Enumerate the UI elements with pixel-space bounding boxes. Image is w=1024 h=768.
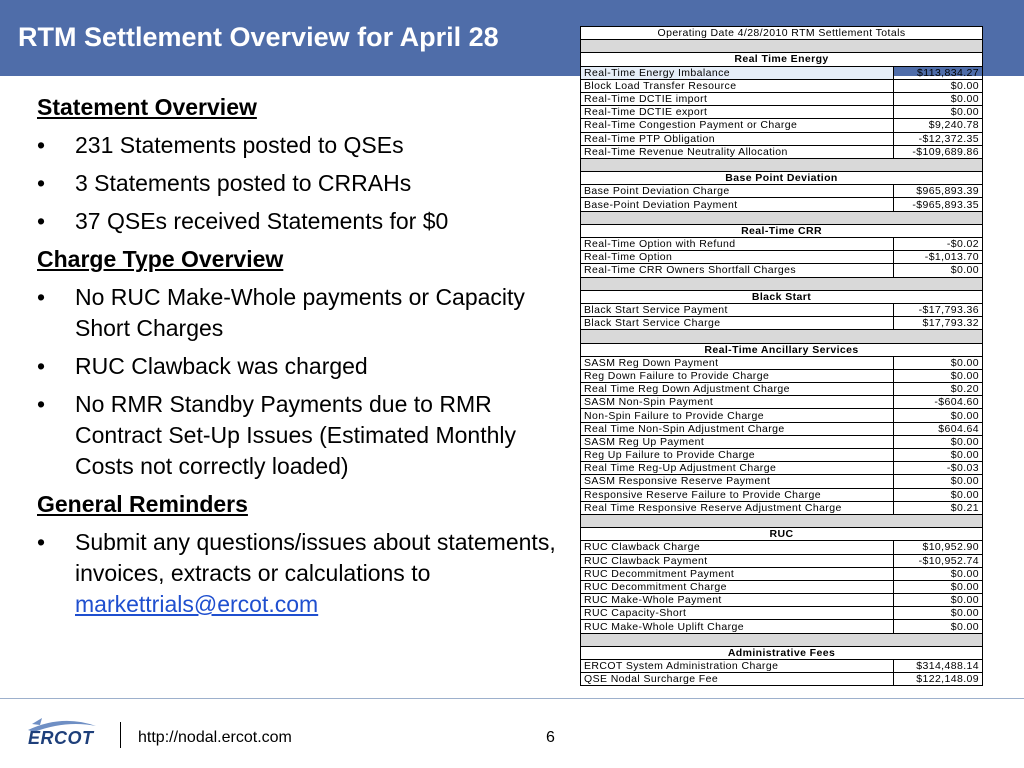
charge-amount: $0.00 xyxy=(894,488,983,501)
table-row xyxy=(581,356,983,369)
charge-type-label: Real-Time Option xyxy=(581,251,894,264)
charge-type-label: RUC Clawback Payment xyxy=(581,554,894,567)
section-label: Real-Time CRR xyxy=(581,224,983,237)
spacer-cell xyxy=(581,158,983,171)
charge-amount: $0.00 xyxy=(894,106,983,119)
charge-type-label: Real Time Non-Spin Adjustment Charge xyxy=(581,422,894,435)
charge-amount: $0.00 xyxy=(894,607,983,620)
table-spacer-row xyxy=(581,277,983,290)
statement-overview-list xyxy=(37,130,567,237)
bullet-item: • 3 Statements posted to CRRAHs xyxy=(37,168,567,199)
charge-type-label: Real-Time Congestion Payment or Charge xyxy=(581,119,894,132)
table-row xyxy=(581,422,983,435)
charge-amount: $0.20 xyxy=(894,383,983,396)
charge-type-label: RUC Clawback Charge xyxy=(581,541,894,554)
spacer-cell xyxy=(581,40,983,53)
charge-type-label: Real Time Reg-Up Adjustment Charge xyxy=(581,462,894,475)
spacer-cell xyxy=(581,330,983,343)
charge-type-label: RUC Make-Whole Payment xyxy=(581,594,894,607)
charge-type-label: Reg Up Failure to Provide Charge xyxy=(581,449,894,462)
charge-amount: $0.00 xyxy=(894,409,983,422)
table-row xyxy=(581,620,983,633)
table-spacer-row xyxy=(581,330,983,343)
charge-amount: -$17,793.36 xyxy=(894,303,983,316)
charge-amount: $0.00 xyxy=(894,369,983,382)
table-title: Operating Date 4/28/2010 RTM Settlement Totals xyxy=(581,27,983,40)
charge-amount: $9,240.78 xyxy=(894,119,983,132)
table-row xyxy=(581,132,983,145)
charge-type-label: Reg Down Failure to Provide Charge xyxy=(581,369,894,382)
charge-amount: $0.00 xyxy=(894,435,983,448)
charge-amount: $17,793.32 xyxy=(894,317,983,330)
charge-type-label: SASM Reg Down Payment xyxy=(581,356,894,369)
table-row xyxy=(581,673,983,686)
table-row xyxy=(581,607,983,620)
charge-amount: $113,834.27 xyxy=(894,66,983,79)
charge-type-label: Real-Time PTP Obligation xyxy=(581,132,894,145)
charge-amount: -$0.02 xyxy=(894,238,983,251)
section-heading-charge-type-overview: Charge Type Overview xyxy=(37,246,284,272)
table-row xyxy=(581,238,983,251)
charge-amount: $0.00 xyxy=(894,620,983,633)
table-spacer-row xyxy=(581,40,983,53)
table-row xyxy=(581,106,983,119)
table-row xyxy=(581,264,983,277)
charge-amount: $0.00 xyxy=(894,475,983,488)
bullet-item: • 231 Statements posted to QSEs xyxy=(37,130,567,161)
charge-type-label: Real Time Responsive Reserve Adjustment Charge xyxy=(581,501,894,514)
charge-amount: -$604.60 xyxy=(894,396,983,409)
spacer-cell xyxy=(581,211,983,224)
charge-amount: -$1,013.70 xyxy=(894,251,983,264)
section-heading-statement-overview: Statement Overview xyxy=(37,94,257,120)
bullet-item: • RUC Clawback was charged xyxy=(37,351,567,382)
charge-amount: $122,148.09 xyxy=(894,673,983,686)
charge-type-label: RUC Decommitment Charge xyxy=(581,580,894,593)
table-row xyxy=(581,501,983,514)
table-row xyxy=(581,369,983,382)
table-spacer-row xyxy=(581,158,983,171)
charge-amount: $604.64 xyxy=(894,422,983,435)
charge-type-label: SASM Responsive Reserve Payment xyxy=(581,475,894,488)
table-row xyxy=(581,303,983,316)
table-row xyxy=(581,580,983,593)
charge-type-label: Real-Time DCTIE export xyxy=(581,106,894,119)
charge-type-overview-list xyxy=(37,282,567,482)
table-row xyxy=(581,66,983,79)
charge-type-label: Base Point Deviation Charge xyxy=(581,185,894,198)
charge-amount: $0.21 xyxy=(894,501,983,514)
charge-type-label: QSE Nodal Surcharge Fee xyxy=(581,673,894,686)
table-row xyxy=(581,449,983,462)
table-spacer-row xyxy=(581,211,983,224)
charge-type-label: Black Start Service Charge xyxy=(581,317,894,330)
table-section-header xyxy=(581,528,983,541)
charge-amount: -$12,372.35 xyxy=(894,132,983,145)
spacer-cell xyxy=(581,514,983,527)
charge-type-label: RUC Decommitment Payment xyxy=(581,567,894,580)
ercot-logo-text: ERCOT xyxy=(28,728,94,748)
table-section-header xyxy=(581,290,983,303)
charge-type-label: Real Time Reg Down Adjustment Charge xyxy=(581,383,894,396)
table-spacer-row xyxy=(581,633,983,646)
charge-amount: $10,952.90 xyxy=(894,541,983,554)
bullet-item: • 37 QSEs received Statements for $0 xyxy=(37,206,567,237)
charge-amount: $0.00 xyxy=(894,264,983,277)
charge-type-label: SASM Reg Up Payment xyxy=(581,435,894,448)
charge-type-label: RUC Make-Whole Uplift Charge xyxy=(581,620,894,633)
table-row xyxy=(581,198,983,211)
table-row xyxy=(581,317,983,330)
table-row xyxy=(581,462,983,475)
table-row xyxy=(581,251,983,264)
charge-type-label: Block Load Transfer Resource xyxy=(581,79,894,92)
section-heading-general-reminders: General Reminders xyxy=(37,491,248,517)
spacer-cell xyxy=(581,633,983,646)
slide-body xyxy=(37,92,567,627)
charge-type-label: Real-Time Revenue Neutrality Allocation xyxy=(581,145,894,158)
charge-type-label: Base-Point Deviation Payment xyxy=(581,198,894,211)
table-section-header xyxy=(581,53,983,66)
bullet-item: • No RUC Make-Whole payments or Capacity Short Charges xyxy=(37,282,567,344)
table-row xyxy=(581,409,983,422)
section-label: RUC xyxy=(581,528,983,541)
table-row xyxy=(581,541,983,554)
charge-amount: $0.00 xyxy=(894,594,983,607)
charge-amount: -$10,952.74 xyxy=(894,554,983,567)
table-row xyxy=(581,79,983,92)
table-section-header xyxy=(581,172,983,185)
table-row xyxy=(581,145,983,158)
table-row xyxy=(581,435,983,448)
email-link[interactable]: markettrials@ercot.com xyxy=(75,591,319,617)
table-row xyxy=(581,92,983,105)
table-section-header xyxy=(581,224,983,237)
charge-type-label: Real-Time DCTIE import xyxy=(581,92,894,105)
general-reminders-list xyxy=(37,527,567,620)
table-row xyxy=(581,594,983,607)
charge-type-label: Real-Time Option with Refund xyxy=(581,238,894,251)
table-row xyxy=(581,567,983,580)
section-label: Administrative Fees xyxy=(581,646,983,659)
table-row xyxy=(581,554,983,567)
table-spacer-row xyxy=(581,514,983,527)
charge-type-label: Real-Time Energy Imbalance xyxy=(581,66,894,79)
table-section-header xyxy=(581,343,983,356)
table-row xyxy=(581,396,983,409)
bullet-item xyxy=(37,527,567,620)
charge-amount: -$109,689.86 xyxy=(894,145,983,158)
charge-amount: $0.00 xyxy=(894,79,983,92)
table-row xyxy=(581,119,983,132)
charge-type-label: Real-Time CRR Owners Shortfall Charges xyxy=(581,264,894,277)
charge-amount: -$965,893.35 xyxy=(894,198,983,211)
charge-amount: $0.00 xyxy=(894,356,983,369)
table-row xyxy=(581,185,983,198)
table-title-row xyxy=(581,27,983,40)
charge-amount: $0.00 xyxy=(894,567,983,580)
charge-type-label: Responsive Reserve Failure to Provide Charge xyxy=(581,488,894,501)
section-label: Real-Time Ancillary Services xyxy=(581,343,983,356)
charge-amount: $0.00 xyxy=(894,449,983,462)
charge-amount: $0.00 xyxy=(894,580,983,593)
spacer-cell xyxy=(581,277,983,290)
page-number: 6 xyxy=(546,729,555,746)
bullet-item: • No RMR Standby Payments due to RMR Contract Set-Up Issues (Estimated Monthly Costs not correctly loaded) xyxy=(37,389,567,482)
settlement-totals-table xyxy=(580,26,983,686)
charge-amount: $0.00 xyxy=(894,92,983,105)
charge-type-label: Non-Spin Failure to Provide Charge xyxy=(581,409,894,422)
charge-type-label: ERCOT System Administration Charge xyxy=(581,660,894,673)
table-row xyxy=(581,383,983,396)
charge-amount: -$0.03 xyxy=(894,462,983,475)
slide-title: RTM Settlement Overview for April 28 xyxy=(18,22,499,52)
footer-separator xyxy=(120,722,121,748)
section-label: Black Start xyxy=(581,290,983,303)
footer-url[interactable]: http://nodal.ercot.com xyxy=(138,729,292,746)
charge-amount: $965,893.39 xyxy=(894,185,983,198)
charge-type-label: RUC Capacity-Short xyxy=(581,607,894,620)
charge-type-label: Black Start Service Payment xyxy=(581,303,894,316)
table-section-header xyxy=(581,646,983,659)
footer-divider xyxy=(0,698,1024,699)
bullet-text: Submit any questions/issues about statements, invoices, extracts or calculations to xyxy=(75,529,556,586)
section-label: Real Time Energy xyxy=(581,53,983,66)
table-row xyxy=(581,475,983,488)
section-label: Base Point Deviation xyxy=(581,172,983,185)
settlement-table-body xyxy=(581,27,983,686)
charge-amount: $314,488.14 xyxy=(894,660,983,673)
table-row xyxy=(581,488,983,501)
table-row xyxy=(581,660,983,673)
charge-type-label: SASM Non-Spin Payment xyxy=(581,396,894,409)
